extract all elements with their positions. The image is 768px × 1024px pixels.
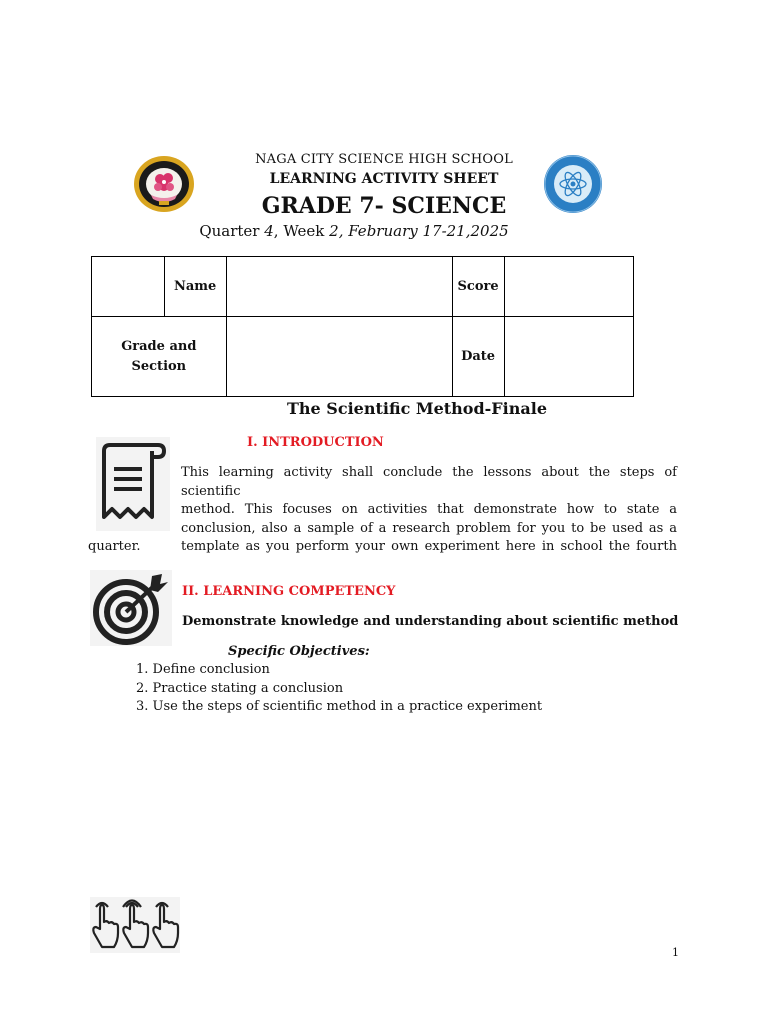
quarter-prefix: Quarter bbox=[199, 222, 265, 240]
week-number: 2 bbox=[329, 222, 339, 240]
intro-line-2: method. This focuses on activities that demonstrate how to state a bbox=[181, 502, 677, 517]
student-info-table bbox=[91, 256, 634, 397]
competency-statement: Demonstrate knowledge and understanding about scientific method bbox=[182, 614, 679, 629]
name-field[interactable] bbox=[226, 257, 452, 317]
score-label-cell bbox=[452, 257, 504, 317]
grade-section-label-cell bbox=[92, 317, 227, 397]
grade-section-field[interactable] bbox=[226, 317, 452, 397]
school-name: NAGA CITY SCIENCE HIGH SCHOOL bbox=[255, 152, 513, 167]
objective-item: 1. Define conclusion bbox=[136, 662, 270, 677]
score-field[interactable] bbox=[504, 257, 633, 317]
quarter-number: 4 bbox=[264, 222, 274, 240]
page-number: 1 bbox=[672, 946, 679, 959]
introduction-paragraph bbox=[181, 464, 677, 557]
date-field[interactable] bbox=[504, 317, 633, 397]
grade-title: GRADE 7- SCIENCE bbox=[261, 193, 507, 219]
date-range: , February 17-21,2025 bbox=[338, 222, 509, 240]
blank-cell bbox=[92, 257, 165, 317]
sheet-title: LEARNING ACTIVITY SHEET bbox=[269, 171, 499, 187]
name-label: Name bbox=[173, 279, 217, 294]
intro-line-1: This learning activity shall conclude the lessons about the steps of scientific bbox=[181, 465, 677, 499]
scroll-document-icon bbox=[96, 437, 170, 531]
intro-line-4: template as you perform your own experiment here in school the fourth bbox=[181, 539, 677, 554]
name-label-cell bbox=[164, 257, 226, 317]
target-icon bbox=[90, 570, 172, 646]
intro-line-5: quarter. bbox=[88, 539, 141, 554]
date-label-cell bbox=[452, 317, 504, 397]
lesson-title: The Scientific Method-Finale bbox=[287, 399, 547, 418]
pointing-hands-icon bbox=[90, 897, 180, 953]
objective-item: 3. Use the steps of scientific method in a practice experiment bbox=[136, 699, 543, 714]
grade-section-label-line2: Section bbox=[131, 358, 187, 374]
competency-heading: II. LEARNING COMPETENCY bbox=[182, 584, 396, 599]
intro-line-3: conclusion, also a sample of a research problem for you to be used as a bbox=[181, 520, 677, 536]
introduction-heading: I. INTRODUCTION bbox=[247, 435, 384, 450]
week-prefix: , Week bbox=[273, 222, 330, 240]
score-label: Score bbox=[457, 279, 499, 294]
grade-section-label-line1: Grade and bbox=[121, 338, 197, 354]
objective-item: 2. Practice stating a conclusion bbox=[136, 680, 344, 696]
specific-objectives-label: Specific Objectives: bbox=[228, 644, 370, 659]
date-label: Date bbox=[461, 349, 496, 364]
quarter-week-date bbox=[0, 222, 708, 240]
objectives-list bbox=[136, 661, 542, 717]
